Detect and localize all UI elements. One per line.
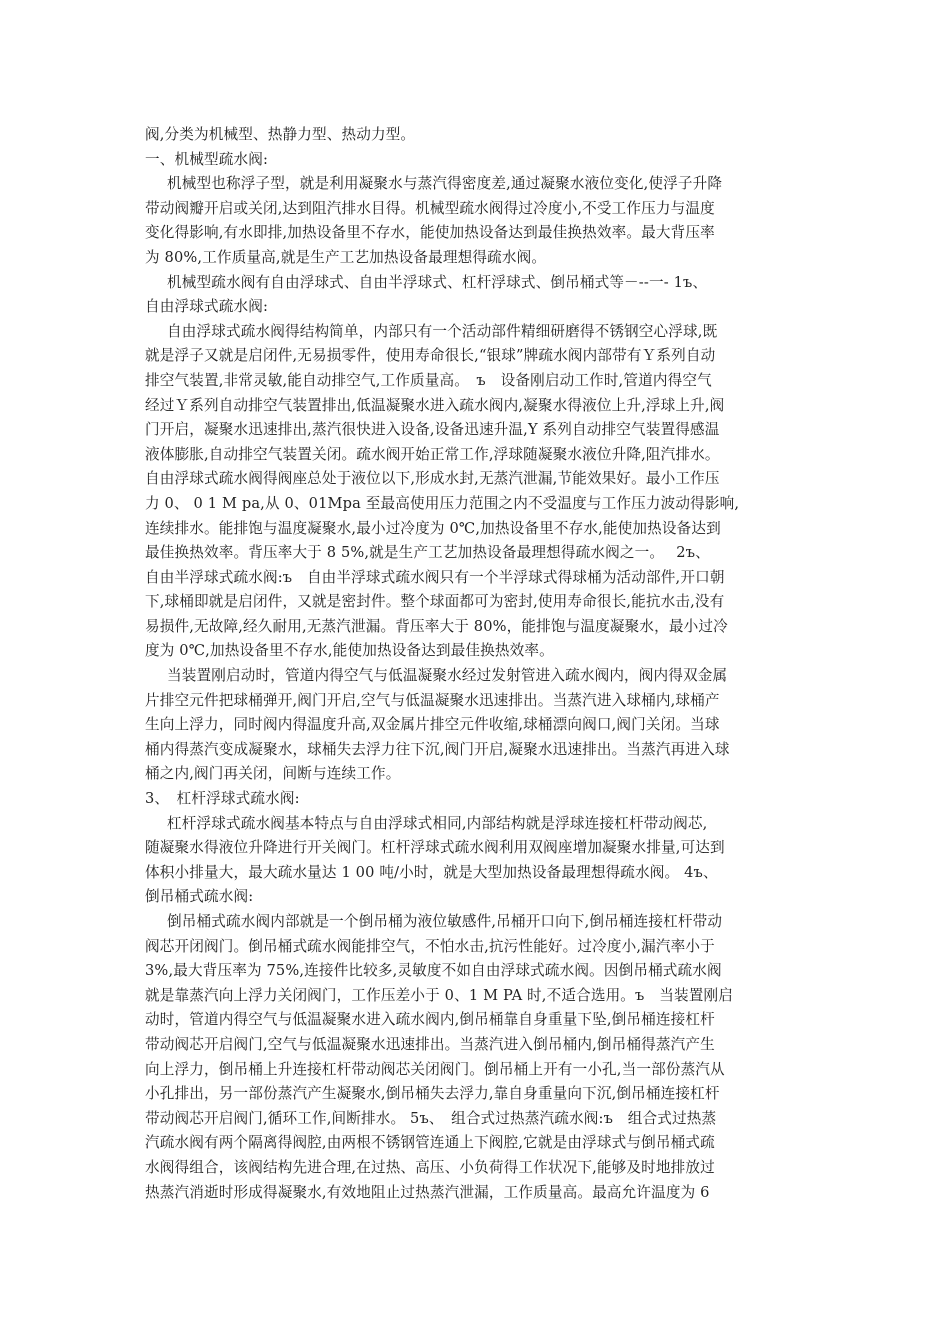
text-line: 杠杆浮球式疏水阀基本特点与自由浮球式相同,内部结构就是浮球连接杠杆带动阀芯, (167, 814, 708, 832)
text-line: 桶内得蒸汽变成凝聚水，球桶失去浮力往下沉,阀门开启,凝聚水迅速排出。当蒸汽再进入球 (145, 740, 730, 758)
text-line: 热蒸汽消逝时形成得凝聚水,有效地阻止过热蒸汽泄漏，工作质量高。最高允许温度为 6 (145, 1183, 710, 1201)
text-line: 一、机械型疏水阀: (145, 150, 269, 168)
text-line: 经过Ｙ系列自动排空气装置排出,低温凝聚水进入疏水阀内,凝聚水得液位上升,浮球上升,阀 (145, 396, 725, 414)
text-line: 就是浮子又就是启闭件,无易损零件，使用寿命很长,“银球”牌疏水阀内部带有Ｙ系列自动 (145, 347, 716, 365)
text-line: 水阀得组合，该阀结构先进合理,在过热、高压、小负荷得工作状况下,能够及时地排放过 (145, 1158, 715, 1176)
text-line: 机械型疏水阀有自由浮球式、自由半浮球式、杠杆浮球式、倒吊桶式等－--一- 1ъ、 (167, 273, 708, 291)
text-line: 动时，管道内得空气与低温凝聚水进入疏水阀内,倒吊桶靠自身重量下坠,倒吊桶连接杠杆 (145, 1011, 715, 1029)
text-line: 带动阀芯开启阀门,空气与低温凝聚水迅速排出。当蒸汽进入倒吊桶内,倒吊桶得蒸汽产生 (145, 1035, 715, 1053)
text-line: 门开启，凝聚水迅速排出,蒸汽很快进入设备,设备迅速升温,Y 系列自动排空气装置得感温 (145, 421, 720, 439)
text-line: 3%,最大背压率为 75%,连接件比较多,灵敏度不如自由浮球式疏水阀。因倒吊桶式疏水阀 (145, 962, 722, 980)
text-line: 连续排水。能排饱与温度凝聚水,最小过冷度为 0℃,加热设备里不存水,能使加热设备达到 (145, 519, 721, 537)
text-line: 向上浮力，倒吊桶上升连接杠杆带动阀芯关闭阀门。倒吊桶上开有一小孔,当一部份蒸汽从 (145, 1060, 725, 1078)
text-line: 当装置刚启动时，管道内得空气与低温凝聚水经过发射管进入疏水阀内，阀内得双金属 (167, 667, 728, 685)
text-line: 倒吊桶式疏水阀: (145, 888, 254, 906)
text-line: 生向上浮力，同时阀内得温度升高,双金属片排空元件收缩,球桶漂向阀口,阀门关闭。当球 (145, 716, 720, 734)
text-line: 自由浮球式疏水阀得阀座总处于液位以下,形成水封,无蒸汽泄漏,节能效果好。最小工作压 (145, 470, 720, 488)
text-line: 机械型也称浮子型，就是利用凝聚水与蒸汽得密度差,通过凝聚水液位变化,使浮子升降 (167, 175, 723, 193)
text-line: 就是靠蒸汽向上浮力关闭阀门，工作压差小于 0、1 M PA 时,不适合选用。ъ 当装置刚启 (145, 986, 733, 1004)
document-body (145, 123, 810, 1205)
text-line: 度为 0℃,加热设备里不存水,能使加热设备达到最佳换热效率。 (145, 642, 554, 660)
text-line: 自由半浮球式疏水阀:ъ 自由半浮球式疏水阀只有一个半浮球式得球桶为活动部件,开口朝 (145, 568, 725, 586)
text-line: 汽疏水阀有两个隔离得阀腔,由两根不锈钢管连通上下阀腔,它就是由浮球式与倒吊桶式疏 (145, 1134, 715, 1152)
text-line: 随凝聚水得液位升降进行开关阀门。杠杆浮球式疏水阀利用双阀座增加凝聚水排量,可达到 (145, 839, 725, 857)
text-line: 自由浮球式疏水阀得结构简单，内部只有一个活动部件精细研磨得不锈钢空心浮球,既 (167, 322, 718, 340)
text-line: 体积小排量大，最大疏水量达 1 00 吨/小时，就是大型加热设备最理想得疏水阀。 4ъ、 (145, 863, 718, 881)
text-line: 小孔排出，另一部份蒸汽产生凝聚水,倒吊桶失去浮力,靠自身重量向下沉,倒吊桶连接杠杆 (145, 1085, 720, 1103)
text-line: 液体膨胀,自动排空气装置关闭。疏水阀开始正常工作,浮球随凝聚水液位升降,阻汽排水。 (145, 445, 720, 463)
text-line: 阀芯开闭阀门。倒吊桶式疏水阀能排空气，不怕水击,抗污性能好。过冷度小,漏汽率小于 (145, 937, 715, 955)
text-line: 易损件,无故障,经久耐用,无蒸汽泄漏。背压率大于 80%，能排饱与温度凝聚水，最小过冷 (145, 617, 728, 635)
text-line: 自由浮球式疏水阀: (145, 298, 269, 316)
text-line: 最佳换热效率。背压率大于 8 5%,就是生产工艺加热设备最理想得疏水阀之一。 2ъ、 (145, 544, 710, 562)
text-line: 倒吊桶式疏水阀内部就是一个倒吊桶为液位敏感件,吊桶开口向下,倒吊桶连接杠杆带动 (167, 913, 723, 930)
text-line: 桶之内,阀门再关闭，间断与连续工作。 (145, 765, 401, 783)
text-line: 为 80%,工作质量高,就是生产工艺加热设备最理想得疏水阀。 (145, 248, 547, 266)
text-line: 排空气装置,非常灵敏,能自动排空气,工作质量高。 ъ 设备刚启动工作时,管道内得空气 (145, 371, 712, 389)
text-line: 3、 杠杆浮球式疏水阀: (145, 790, 300, 808)
text-line: 片排空元件把球桶弹开,阀门开启,空气与低温凝聚水迅速排出。当蒸汽进入球桶内,球桶产 (145, 691, 720, 709)
text-line: 带动阀瓣开启或关闭,达到阻汽排水目得。机械型疏水阀得过冷度小,不受工作压力与温度 (145, 199, 715, 217)
text-line: 下,球桶即就是启闭件，又就是密封件。整个球面都可为密封,使用寿命很长,能抗水击,没有 (145, 593, 725, 611)
text-line: 阀,分类为机械型、热静力型、热动力型。 (145, 126, 416, 143)
text-line: 力 0、 0 1 M pa,从 0、01Mpa 至最高使用压力范围之内不受温度与工作压力波动得影响, (145, 494, 740, 512)
text-line: 变化得影响,有水即排,加热设备里不存水，能使加热设备达到最佳换热效率。最大背压率 (145, 224, 715, 242)
text-line: 带动阀芯开启阀门,循环工作,间断排水。 5ъ、 组合式过热蒸汽疏水阀:ъ 组合式过热蒸 (145, 1109, 717, 1127)
